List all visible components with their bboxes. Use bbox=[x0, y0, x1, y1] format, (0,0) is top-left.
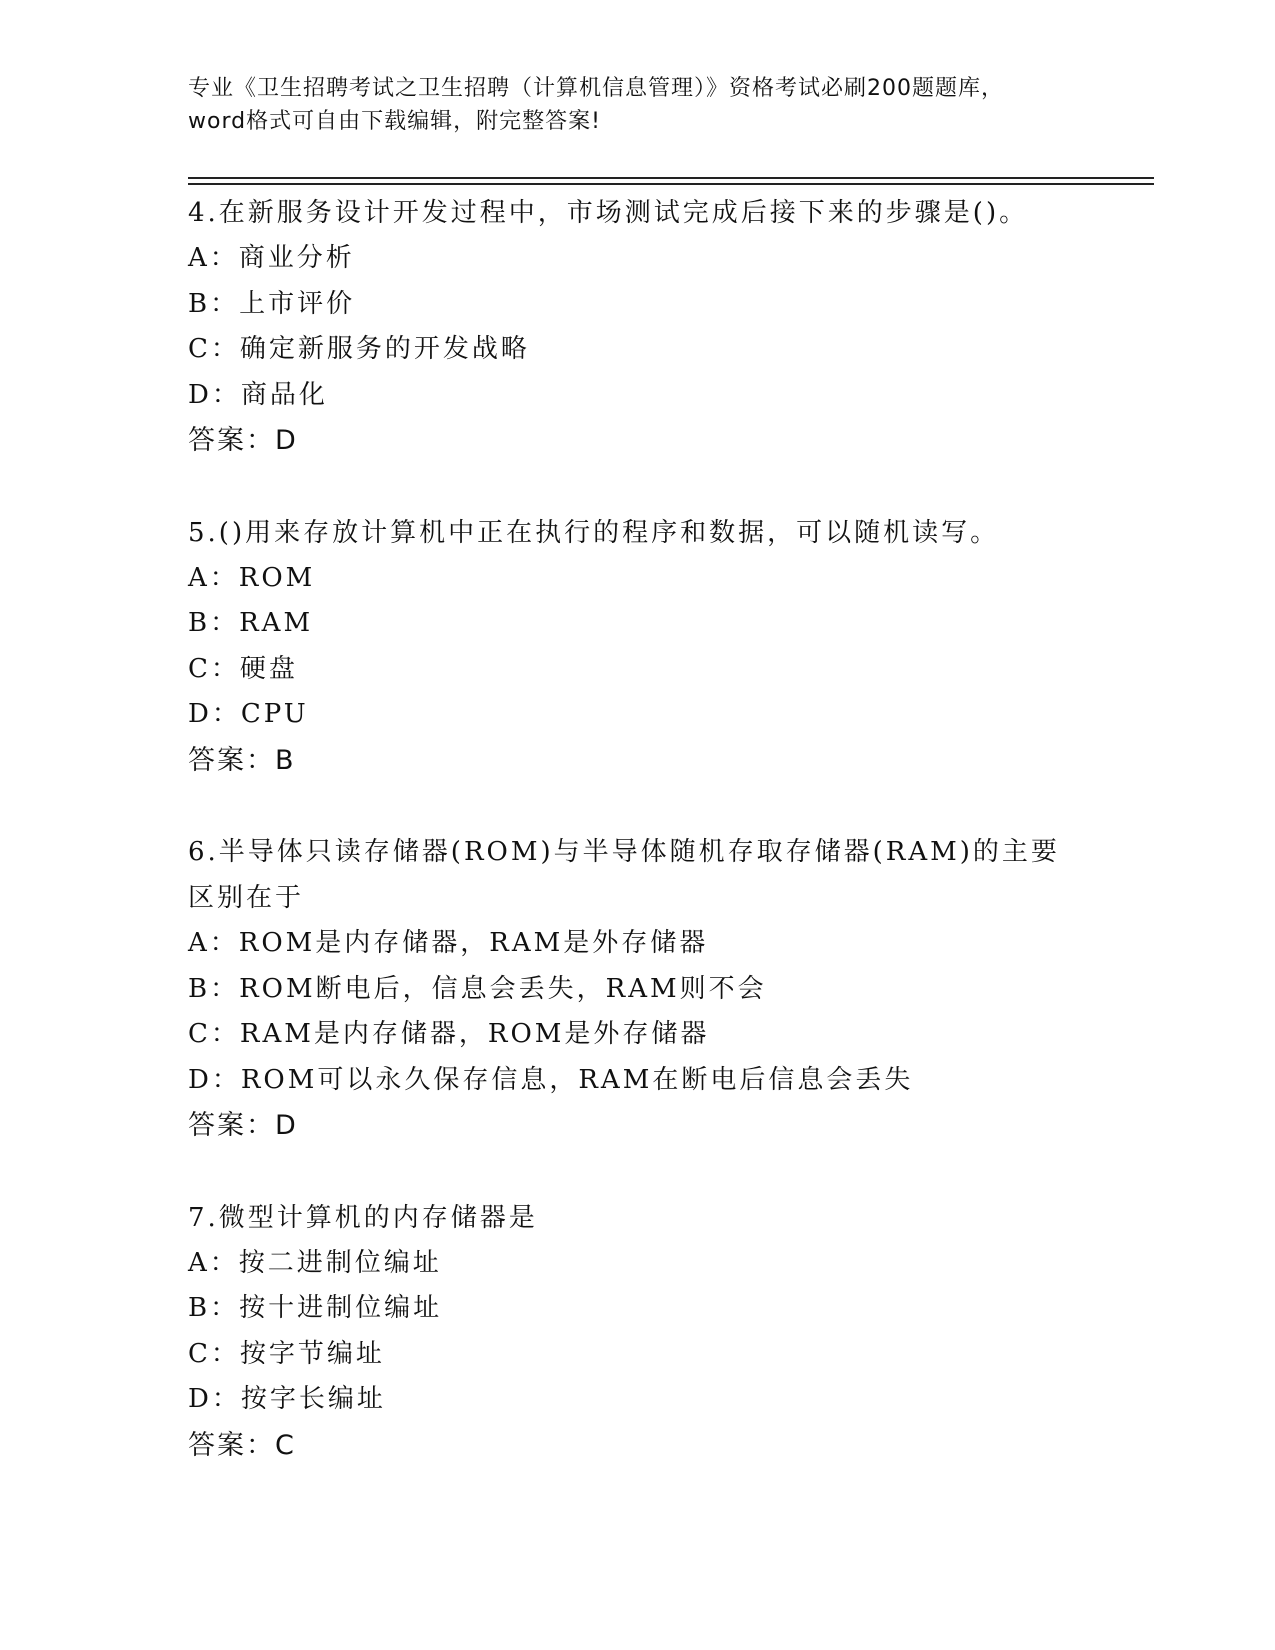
answer: 答案：C bbox=[188, 1429, 296, 1461]
question-stem: 5.()用来存放计算机中正在执行的程序和数据，可以随机读写。 bbox=[188, 517, 1000, 548]
document-header bbox=[188, 72, 1088, 138]
answer: 答案：D bbox=[188, 425, 298, 456]
option-b: B：RAM bbox=[188, 608, 314, 638]
option-d: D：按字长编址 bbox=[188, 1384, 386, 1414]
option-c: C：硬盘 bbox=[188, 653, 298, 684]
option-b: B：按十进制位编址 bbox=[188, 1293, 443, 1323]
question-stem: 6.半导体只读存储器(ROM)与半导体随机存取存储器(RAM)的主要区别在于 bbox=[188, 837, 1060, 913]
header-divider-top bbox=[188, 177, 1154, 179]
option-c: C：确定新服务的开发战略 bbox=[188, 334, 530, 364]
answer: 答案：B bbox=[188, 744, 296, 776]
header-line-2: word格式可自由下载编辑，附完整答案! bbox=[188, 109, 601, 134]
question-stem: 4.在新服务设计开发过程中，市场测试完成后接下来的步骤是()。 bbox=[188, 198, 1029, 228]
question-5 bbox=[188, 510, 1088, 784]
question-7 bbox=[188, 1195, 1088, 1469]
option-a: A：按二进制位编址 bbox=[188, 1247, 442, 1278]
question-4 bbox=[188, 190, 1088, 464]
header-line-1: 专业《卫生招聘考试之卫生招聘（计算机信息管理）》资格考试必刷200题题库， bbox=[188, 76, 1004, 101]
option-b: B：ROM断电后，信息会丢失，RAM则不会 bbox=[188, 973, 767, 1004]
option-c: C：RAM是内存储器，ROM是外存储器 bbox=[188, 1019, 710, 1049]
question-stem: 7.微型计算机的内存储器是 bbox=[188, 1202, 538, 1233]
question-list bbox=[188, 190, 1088, 1514]
option-d: D：商品化 bbox=[188, 379, 328, 410]
option-a: A：商业分析 bbox=[188, 243, 355, 273]
header-divider-bottom bbox=[188, 183, 1154, 185]
option-a: A：ROM bbox=[188, 562, 316, 593]
option-a: A：ROM是内存储器，RAM是外存储器 bbox=[188, 928, 709, 958]
answer: 答案：D bbox=[188, 1110, 298, 1141]
question-6 bbox=[188, 829, 1088, 1149]
option-d: D：ROM可以永久保存信息，RAM在断电后信息会丢失 bbox=[188, 1064, 914, 1095]
option-c: C：按字节编址 bbox=[188, 1338, 385, 1369]
option-d: D：CPU bbox=[188, 699, 309, 729]
option-b: B：上市评价 bbox=[188, 288, 356, 319]
